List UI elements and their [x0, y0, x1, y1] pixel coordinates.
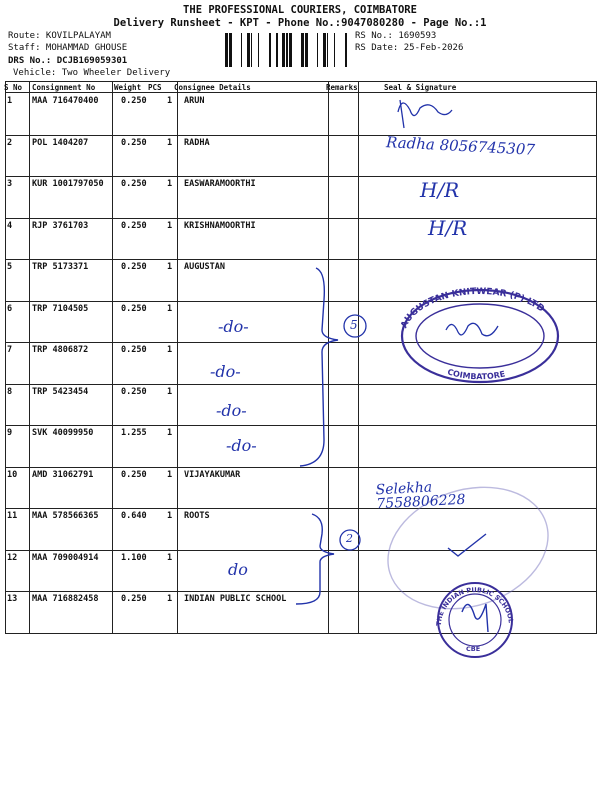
cell-pcs: 1	[167, 262, 173, 272]
cell-weight: 0.250	[121, 469, 147, 480]
ditto-mark: -do-	[216, 401, 247, 420]
cell-consignee: ARUN	[184, 96, 205, 106]
cell-consignee: AUGUSTAN	[184, 262, 225, 272]
cell-pcs: 1	[167, 220, 173, 231]
header-consignment: Consignment No	[32, 83, 96, 92]
row4-hr-mark: H/R	[428, 216, 468, 240]
cell-consignee: ROOTS	[184, 511, 210, 521]
cell-weight: 1.100	[121, 552, 147, 563]
cell-sno: 4	[7, 220, 13, 231]
stamp-school-top: THE INDIAN PUBLIC SCHOOL	[434, 585, 515, 627]
header-sno: S No	[4, 83, 23, 92]
header-rule	[5, 92, 597, 93]
cell-pcs: 1	[167, 137, 173, 148]
barcode-bar	[251, 33, 252, 67]
cell-pcs: 1	[167, 511, 173, 521]
cell-consignment: TRP 4806872	[32, 345, 89, 355]
cell-sno: 13	[7, 594, 18, 604]
barcode-bar	[276, 33, 278, 67]
cell-consignment: MAA 578566365	[32, 511, 99, 521]
row-separator	[5, 467, 597, 468]
row-separator	[5, 591, 597, 592]
row-separator	[5, 259, 597, 260]
barcode-bar	[225, 33, 228, 67]
header-remarks: Remarks	[326, 83, 358, 92]
cell-weight: 0.250	[121, 220, 147, 231]
cell-consignment: AMD 31062791	[32, 469, 94, 480]
barcode-bar	[282, 33, 285, 67]
rs-number: RS No.: 1690593	[355, 31, 437, 41]
row-separator	[5, 633, 597, 634]
cell-consignment: MAA 709004914	[32, 552, 99, 563]
cell-consignee: RADHA	[184, 137, 210, 148]
cell-consignment: RJP 3761703	[32, 220, 89, 231]
stamp-augustan-bottom: COIMBATORE	[446, 367, 507, 382]
row-separator	[5, 135, 597, 136]
barcode-bar	[269, 33, 271, 67]
barcode-bar	[241, 33, 242, 67]
row12-do-mark: do	[228, 560, 248, 579]
barcode-bar	[258, 33, 259, 67]
barcode-bar	[301, 33, 304, 67]
cell-weight: 0.250	[121, 262, 147, 272]
cell-pcs: 1	[167, 303, 173, 314]
cell-sno: 2	[7, 137, 13, 148]
cell-sno: 11	[7, 511, 18, 521]
row-separator	[5, 384, 597, 385]
cell-weight: 1.255	[121, 428, 147, 438]
row-separator	[5, 218, 597, 219]
table-top-border	[5, 81, 597, 82]
barcode-bar	[317, 33, 318, 67]
cell-sno: 6	[7, 303, 13, 314]
cell-sno: 7	[7, 345, 13, 355]
cell-pcs: 1	[167, 428, 173, 438]
header-weight: Weight	[114, 83, 142, 92]
barcode-bar	[334, 33, 335, 67]
cell-sno: 12	[7, 552, 18, 563]
row-separator	[5, 301, 597, 302]
cell-pcs: 1	[167, 594, 173, 604]
company-title: THE PROFESSIONAL COURIERS, COIMBATORE	[183, 4, 417, 16]
cell-sno: 9	[7, 428, 13, 438]
cell-consignment: TRP 5173371	[32, 262, 89, 272]
vehicle-label: Vehicle: Two Wheeler Delivery	[13, 68, 171, 78]
header-pcs: PCS	[148, 83, 162, 92]
barcode-bar	[229, 33, 232, 67]
row-separator	[5, 550, 597, 551]
cell-consignment: POL 1404207	[32, 137, 89, 148]
barcode-bar	[323, 33, 326, 67]
cell-sno: 8	[7, 386, 13, 397]
cell-weight: 0.250	[121, 594, 147, 604]
row-separator	[5, 508, 597, 509]
cell-weight: 0.250	[121, 137, 147, 148]
row2-signature: Radha 8056745307	[385, 133, 536, 159]
cell-consignment: TRP 7104505	[32, 303, 89, 314]
barcode-bar	[286, 33, 288, 67]
route-label: Route: KOVILPALAYAM	[8, 31, 111, 41]
count-five: 5	[350, 318, 358, 332]
cell-consignment: MAA 716470400	[32, 96, 99, 106]
cell-consignment: TRP 5423454	[32, 386, 89, 397]
ditto-mark: -do-	[226, 436, 257, 455]
cell-consignee: KRISHNAMOORTHI	[184, 220, 256, 231]
barcode-bar	[305, 33, 308, 67]
cell-consignment: MAA 716882458	[32, 594, 99, 604]
barcode-bar	[327, 33, 328, 67]
cell-consignment: KUR 1001797050	[32, 179, 104, 189]
staff-label: Staff: MOHAMMAD GHOUSE	[8, 43, 128, 53]
row-separator	[5, 176, 597, 177]
row3-hr-mark: H/R	[420, 178, 460, 202]
row-separator	[5, 425, 597, 426]
drs-number: DRS No.: DCJB169059301	[8, 56, 128, 66]
cell-pcs: 1	[167, 96, 173, 106]
barcode-bar	[289, 33, 292, 67]
runsheet-title: Delivery Runsheet - KPT - Phone No.:9047080280 - Page No.:1	[113, 17, 487, 29]
ditto-mark: -do-	[210, 362, 241, 381]
svg-text:AUGUSTAN KNITWEAR (P) LTD	[400, 287, 546, 330]
header-seal: Seal & Signature	[384, 83, 457, 92]
cell-pcs: 1	[167, 345, 173, 355]
barcode-bar	[247, 33, 250, 67]
header-consignee: Consignee Details	[174, 83, 251, 92]
cell-consignee: VIJAYAKUMAR	[184, 469, 241, 480]
cell-weight: 0.640	[121, 511, 147, 521]
cell-pcs: 1	[167, 179, 173, 189]
barcode	[225, 33, 350, 67]
stamp-augustan-top: AUGUSTAN KNITWEAR (P) LTD	[399, 286, 546, 330]
row-separator	[5, 342, 597, 343]
ditto-mark: -do-	[218, 317, 249, 336]
barcode-bar	[345, 33, 347, 67]
cell-consignment: SVK 40099950	[32, 428, 94, 438]
cell-weight: 0.250	[121, 179, 147, 189]
count-two: 2	[346, 532, 353, 545]
cell-sno: 3	[7, 179, 13, 189]
cell-pcs: 1	[167, 469, 173, 480]
cell-consignee: INDIAN PUBLIC SCHOOL	[184, 594, 287, 604]
stamp-school-bottom: CBE	[466, 645, 481, 653]
cell-pcs: 1	[167, 386, 173, 397]
cell-sno: 1	[7, 96, 13, 106]
cell-pcs: 1	[167, 552, 173, 563]
row10-signature: Selekha 7558806228	[375, 479, 466, 513]
cell-sno: 5	[7, 262, 13, 272]
cell-weight: 0.250	[121, 386, 147, 397]
rs-date: RS Date: 25-Feb-2026	[355, 43, 464, 53]
cell-weight: 0.250	[121, 96, 147, 106]
cell-sno: 10	[7, 469, 18, 480]
cell-consignee: EASWARAMOORTHI	[184, 179, 256, 189]
cell-weight: 0.250	[121, 303, 147, 314]
svg-text:COIMBATORE	[446, 367, 506, 381]
cell-weight: 0.250	[121, 345, 147, 355]
